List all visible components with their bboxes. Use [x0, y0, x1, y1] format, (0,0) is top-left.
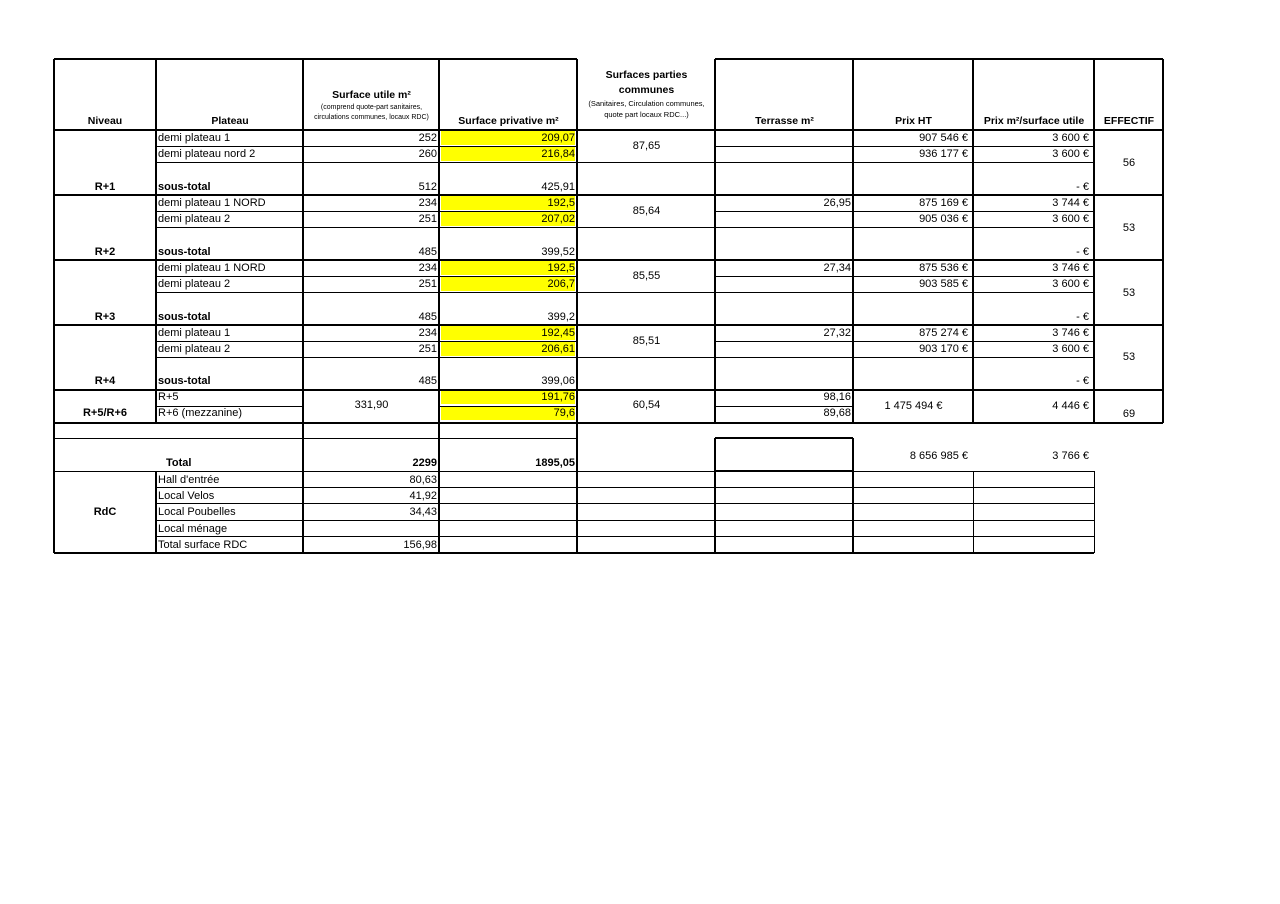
grid-line [54, 324, 1163, 326]
level-label: RdC [93, 506, 117, 518]
subtotal-surface-utile: 512 [418, 181, 437, 193]
grid-line [156, 276, 577, 277]
grid-line [156, 211, 577, 212]
grid-line [973, 471, 974, 553]
subtotal-surface-privative: 425,91 [541, 181, 575, 193]
grid-line [156, 357, 1094, 358]
grid-line [156, 146, 577, 147]
total-surface-utile: 2299 [412, 457, 437, 469]
grid-line [53, 59, 55, 553]
grid-line [1094, 471, 1095, 553]
surface-privative-value: 206,61 [441, 342, 575, 356]
grid-line [1093, 59, 1095, 423]
grid-line [54, 259, 1163, 261]
grid-line [54, 552, 1094, 554]
prix-ht-value: 936 177 € [919, 148, 968, 160]
parties-communes-value: 85,55 [632, 270, 661, 282]
grid-line [155, 471, 157, 553]
grid-line [715, 276, 1094, 277]
grid-line [1162, 59, 1164, 423]
prix-m2-value: 3 746 € [1052, 262, 1089, 274]
header-parties-communes-note-2: quote part locaux RDC...) [604, 110, 689, 119]
effectif-value: 56 [1122, 157, 1136, 169]
plateau-name: demi plateau 1 NORD [158, 197, 266, 209]
grid-line [715, 211, 1094, 212]
effectif-value: 53 [1122, 351, 1136, 363]
subtotal-prix-m2: - € [1076, 246, 1089, 258]
subtotal-surface-privative: 399,2 [547, 311, 575, 323]
surface-privative-value: 209,07 [441, 131, 575, 145]
prix-m2-value: 4 446 € [1052, 400, 1089, 412]
terrasse-value: 98,16 [823, 391, 851, 403]
surface-utile-value: 331,90 [354, 399, 389, 411]
grid-line [54, 58, 577, 60]
prix-m2-value: 3 600 € [1052, 343, 1089, 355]
prix-ht-value: 875 169 € [919, 197, 968, 209]
surface-utile-value: 234 [418, 197, 437, 209]
total-surface-privative: 1895,05 [535, 457, 575, 469]
rdc-room-name: Local ménage [158, 523, 228, 535]
subtotal-prix-m2: - € [1076, 311, 1089, 323]
surface-privative-value: 206,7 [441, 277, 575, 291]
terrasse-value: 89,68 [823, 407, 851, 419]
level-label: R+5/R+6 [82, 407, 128, 419]
rdc-surface-utile: 41,92 [409, 490, 437, 502]
grid-line [577, 471, 1094, 472]
plateau-name: demi plateau nord 2 [158, 148, 256, 160]
rdc-room-name: Local Velos [158, 490, 215, 502]
grid-line [54, 389, 1163, 391]
subtotal-prix-m2: - € [1076, 375, 1089, 387]
subtotal-label: sous-total [158, 375, 211, 387]
surface-privative-value: 192,5 [441, 261, 575, 275]
subtotal-label: sous-total [158, 311, 211, 323]
grid-line [852, 59, 854, 423]
header-terrasse: Terrasse m² [755, 115, 814, 127]
plateau-name: demi plateau 2 [158, 278, 231, 290]
prix-ht-value: 903 585 € [919, 278, 968, 290]
rdc-room-name: Total surface RDC [158, 539, 248, 551]
parties-communes-value: 85,51 [632, 335, 661, 347]
total-label: Total [166, 457, 192, 469]
grid-line [156, 520, 1094, 521]
subtotal-surface-utile: 485 [418, 375, 437, 387]
grid-line [439, 406, 577, 407]
prix-ht-value: 875 536 € [919, 262, 968, 274]
grid-line [54, 471, 577, 472]
surface-utile-value: 234 [418, 262, 437, 274]
level-label: R+1 [94, 181, 116, 193]
grid-line [156, 406, 303, 407]
prix-m2-value: 3 600 € [1052, 132, 1089, 144]
header-prix-ht: Prix HT [895, 115, 932, 127]
grid-line [715, 341, 1094, 342]
header-surface-privative: Surface privative m² [458, 115, 559, 127]
level-label: R+3 [94, 311, 116, 323]
plateau-name: R+6 (mezzanine) [158, 407, 243, 419]
prix-m2-value: 3 600 € [1052, 213, 1089, 225]
prix-m2-value: 3 746 € [1052, 327, 1089, 339]
surface-utile-value: 251 [418, 213, 437, 225]
prix-m2-value: 3 744 € [1052, 197, 1089, 209]
subtotal-label: sous-total [158, 246, 211, 258]
prix-m2-value: 3 600 € [1052, 278, 1089, 290]
subtotal-surface-utile: 485 [418, 311, 437, 323]
terrasse-value: 27,32 [823, 327, 851, 339]
grid-line [715, 58, 1163, 60]
prix-ht-value: 905 036 € [919, 213, 968, 225]
surface-utile-value: 251 [418, 343, 437, 355]
surface-privative-value: 192,5 [441, 196, 575, 210]
grid-line [54, 438, 577, 439]
level-label: R+4 [94, 375, 116, 387]
terrasse-value: 26,95 [823, 197, 851, 209]
surface-privative-value: 191,76 [441, 390, 575, 404]
surface-privative-value: 207,02 [441, 212, 575, 226]
header-prix-m2: Prix m²/surface utile [983, 115, 1085, 127]
plateau-name: demi plateau 1 [158, 132, 231, 144]
grid-line [156, 227, 1094, 228]
grid-line [54, 422, 1163, 424]
surface-privative-value: 216,84 [441, 147, 575, 161]
grid-line [714, 59, 716, 423]
rdc-surface-utile: 34,43 [409, 506, 437, 518]
surface-privative-value: 79,6 [441, 406, 575, 420]
effectif-value: 53 [1122, 287, 1136, 299]
surface-utile-value: 260 [418, 148, 437, 160]
grid-line [156, 162, 1094, 163]
plateau-name: demi plateau 1 NORD [158, 262, 266, 274]
grid-line [715, 406, 853, 407]
subtotal-surface-privative: 399,52 [541, 246, 575, 258]
grid-line [972, 59, 974, 423]
grid-line [156, 292, 1094, 293]
rdc-surface-utile: 156,98 [403, 539, 437, 551]
surface-utile-value: 252 [418, 132, 437, 144]
effectif-value: 53 [1122, 222, 1136, 234]
surface-utile-value: 251 [418, 278, 437, 290]
plateau-name: demi plateau 2 [158, 343, 231, 355]
grid-line [156, 487, 1094, 488]
subtotal-label: sous-total [158, 181, 211, 193]
plateau-name: demi plateau 2 [158, 213, 231, 225]
total-prix-m2: 3 766 € [1052, 450, 1089, 462]
prix-ht-value: 1 475 494 € [884, 400, 943, 412]
grid-line [715, 146, 1094, 147]
header-effectif: EFFECTIF [1103, 115, 1155, 127]
header-parties-communes-note-1: (Sanitaires, Circulation communes, [588, 99, 705, 108]
parties-communes-value: 60,54 [632, 399, 661, 411]
rdc-surface-utile: 80,63 [409, 474, 437, 486]
header-parties-communes-title-2: communes [618, 84, 675, 96]
level-label: R+2 [94, 246, 116, 258]
surface-utile-value: 234 [418, 327, 437, 339]
grid-line [852, 438, 854, 553]
grid-line [714, 438, 716, 553]
subtotal-prix-m2: - € [1076, 181, 1089, 193]
parties-communes-value: 87,65 [632, 140, 661, 152]
grid-line [156, 341, 577, 342]
header-parties-communes [578, 68, 715, 120]
subtotal-surface-privative: 399,06 [541, 375, 575, 387]
grid-line [155, 59, 157, 423]
prix-ht-value: 875 274 € [919, 327, 968, 339]
header-surface-utile [304, 88, 439, 123]
prix-m2-value: 3 600 € [1052, 148, 1089, 160]
header-surface-utile-title: Surface utile m² [332, 89, 411, 101]
terrasse-value: 27,34 [823, 262, 851, 274]
parties-communes-value: 85,64 [632, 205, 661, 217]
prix-ht-value: 907 546 € [919, 132, 968, 144]
header-niveau: Niveau [87, 115, 123, 127]
grid-line [54, 194, 1163, 196]
rdc-room-name: Hall d'entrée [158, 474, 220, 486]
grid-line [156, 503, 1094, 504]
grid-line [576, 59, 578, 553]
header-plateau: Plateau [211, 115, 249, 127]
grid-line [302, 59, 304, 553]
surface-privative-value: 192,45 [441, 326, 575, 340]
header-surface-utile-note-1: (comprend quote-part sanitaires, [320, 104, 423, 111]
header-surface-utile-note-2: circulations communes, locaux RDC) [314, 114, 429, 121]
rdc-room-name: Local Poubelles [158, 506, 236, 518]
grid-line [156, 536, 1094, 537]
grid-line [438, 59, 440, 553]
plateau-name: R+5 [158, 391, 179, 403]
header-parties-communes-title-1: Surfaces parties [605, 69, 688, 81]
effectif-value: 69 [1122, 408, 1136, 420]
plateau-name: demi plateau 1 [158, 327, 231, 339]
grid-line [715, 437, 853, 439]
prix-ht-value: 903 170 € [919, 343, 968, 355]
subtotal-surface-utile: 485 [418, 246, 437, 258]
total-prix-ht: 8 656 985 € [909, 450, 968, 462]
grid-line [54, 129, 1163, 131]
